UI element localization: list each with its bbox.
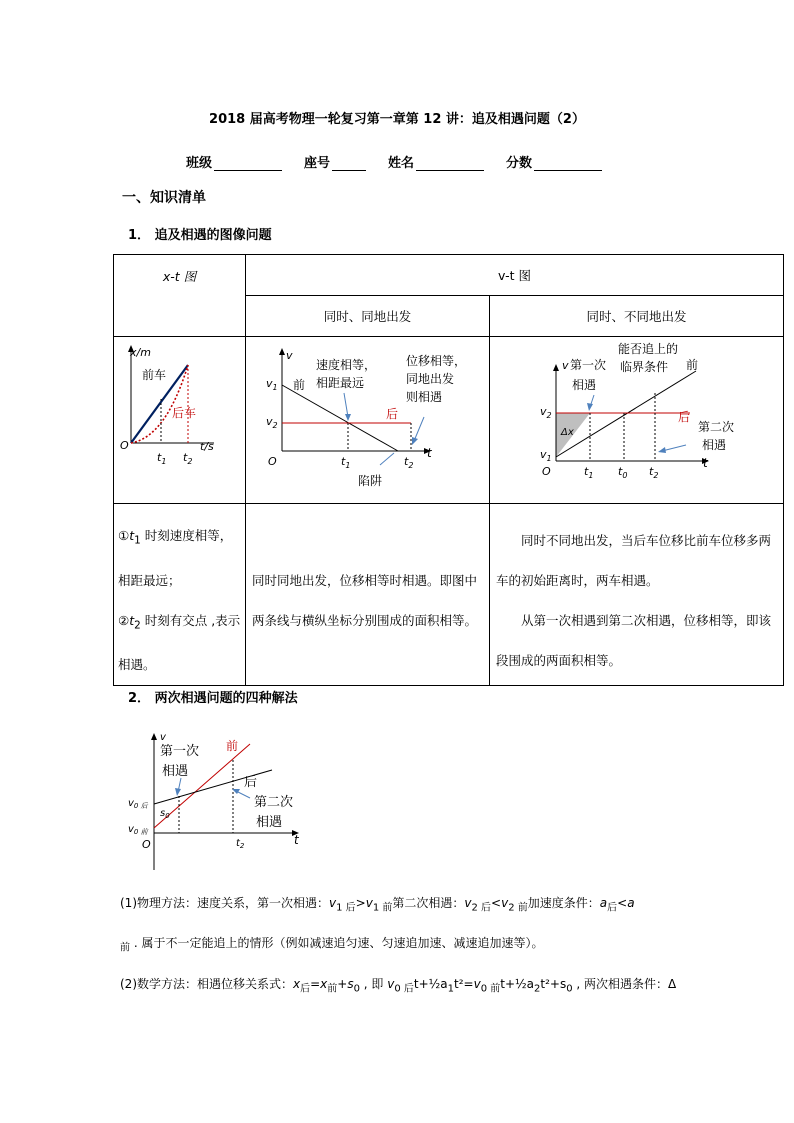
svg-text:第二次: 第二次 (254, 795, 294, 810)
svg-text:v1: $v_1$ (266, 377, 278, 392)
svg-text:t2: $t_2$ (649, 465, 659, 480)
svg-text:t2: $t_2$ (183, 451, 193, 466)
svg-text:前: 前 (686, 358, 699, 372)
vt-diff-figure-cell (490, 337, 784, 504)
svg-text:t: t (703, 456, 708, 470)
svg-text:O: O (120, 439, 129, 452)
svg-text:t1: $t_1$ (341, 455, 351, 470)
svg-text:相遇: 相遇 (256, 815, 283, 830)
svg-text:位移相等，: 位移相等， (406, 354, 467, 368)
svg-text:能否追上的: 能否追上的 (618, 342, 679, 356)
svg-text:v1: $v_1$ (540, 448, 552, 463)
subsection-title-1: 1． 追及相遇的图像问题 (128, 228, 272, 243)
document-title: 2018 届高考物理一轮复习第一章第 12 讲：追及相遇问题（2） (209, 112, 585, 127)
svg-text:后: 后 (678, 410, 691, 424)
svg-text:t/s: t/s (200, 440, 214, 453)
knowledge-table (113, 254, 784, 686)
svg-text:前车: 前车 (142, 368, 167, 382)
vt-diff-graph (490, 337, 782, 500)
svg-text:后: 后 (244, 775, 258, 790)
paragraph-math: (2)数学方法：相遇位移关系式：$x_后=x_前+s_0$ , 即 $v_{0 后}t+\frac{1}{2}a_1t^2=v_{0 前}t+\frac{1}{2}a_2t^2+s_0$ , 两次相遇条件：Δ (120, 977, 677, 995)
svg-text:第二次: 第二次 (698, 420, 735, 434)
svg-text:临界条件: 临界条件 (620, 360, 669, 374)
svg-text:Δx: Δx (561, 427, 574, 438)
svg-text:相遇: 相遇 (702, 438, 727, 452)
svg-text:相距最远: 相距最远 (316, 376, 365, 390)
svg-text:相遇: 相遇 (162, 764, 189, 779)
vt-same-description: 同时同地出发，位移相等时相遇。即图中两条线与横纵坐标分别围成的面积相等。 (246, 504, 490, 686)
xt-graph (114, 337, 244, 500)
svg-text:陷阱: 陷阱 (358, 474, 383, 488)
svg-text:v: v (286, 349, 293, 362)
svg-text:O: O (542, 465, 551, 478)
xt-figure-cell (114, 337, 246, 504)
two-meetings-graph (126, 728, 316, 873)
paragraph-physics-2: $_前$ . 属于不一定能追上的情形（例如减速追匀速、匀速追加速、减速追加速等）。 (120, 936, 544, 954)
name-field[interactable]: 姓名 (388, 152, 484, 171)
svg-text:t2: $t_2$ (404, 455, 414, 470)
svg-text:v0 后: $v_{0 后}$ (128, 798, 148, 810)
vt-diff-description: 同时不同地出发，当后车位移比前车位移多两车的初始距离时，两车相遇。 从第一次相遇到第二次相遇，位移相等，即该段围成的两面积相等。 (490, 504, 784, 686)
svg-text:t1: $t_1$ (584, 465, 594, 480)
svg-text:v0 前: $v_{0 前}$ (128, 824, 148, 836)
svg-text:s0: $s_0$ (160, 808, 170, 820)
svg-text:v2: $v_2$ (540, 405, 552, 420)
header-vt: v-t 图 (246, 255, 784, 296)
vt-same-figure-cell (246, 337, 490, 504)
svg-text:O: O (268, 455, 277, 468)
svg-text:v: v (562, 359, 569, 372)
svg-text:第一次: 第一次 (160, 744, 200, 759)
svg-text:则相遇: 则相遇 (406, 390, 443, 404)
svg-text:t1: $t_1$ (157, 451, 167, 466)
svg-text:前: 前 (226, 739, 239, 753)
svg-text:t2: $t_2$ (236, 838, 245, 850)
vt-same-graph (246, 337, 488, 500)
xt-description: $①t_1$ 时刻速度相等，相距最远； $②t_2$ 时刻有交点 ,表示相遇。 (114, 504, 246, 686)
svg-text:前: 前 (293, 378, 306, 392)
svg-text:v2: $v_2$ (266, 415, 278, 430)
subsection-title-2: 2． 两次相遇问题的四种解法 (128, 691, 298, 706)
svg-text:t: t (427, 446, 432, 460)
header-diff-place: 同时、不同地出发 (490, 296, 784, 337)
svg-text:同地出发: 同地出发 (406, 372, 455, 386)
header-xt: x-t 图 (114, 255, 246, 337)
header-same-place: 同时、同地出发 (246, 296, 490, 337)
svg-text:t: t (294, 833, 299, 847)
student-info-row (186, 152, 602, 171)
class-field[interactable]: 班级 (186, 152, 282, 171)
svg-text:相遇: 相遇 (572, 378, 597, 392)
section-title: 一、知识清单 (122, 190, 206, 206)
svg-text:后: 后 (386, 407, 399, 421)
seat-field[interactable]: 座号 (304, 152, 366, 171)
score-field[interactable]: 分数 (506, 152, 602, 171)
svg-text:x/m: x/m (130, 346, 151, 359)
svg-text:v: v (160, 732, 166, 743)
paragraph-physics-1: (1)物理方法：速度关系，第一次相遇：$v_{1 后}>v_{1 前}$第二次相遇：$v_{2 后}<v_{2 前}$加速度条件：$a_后<a$ (120, 896, 635, 914)
svg-text:后车: 后车 (172, 406, 197, 420)
svg-text:第一次: 第一次 (570, 358, 607, 372)
svg-text:O: O (142, 838, 151, 851)
svg-text:速度相等，: 速度相等， (316, 358, 377, 372)
svg-text:t0: $t_0$ (618, 465, 628, 480)
